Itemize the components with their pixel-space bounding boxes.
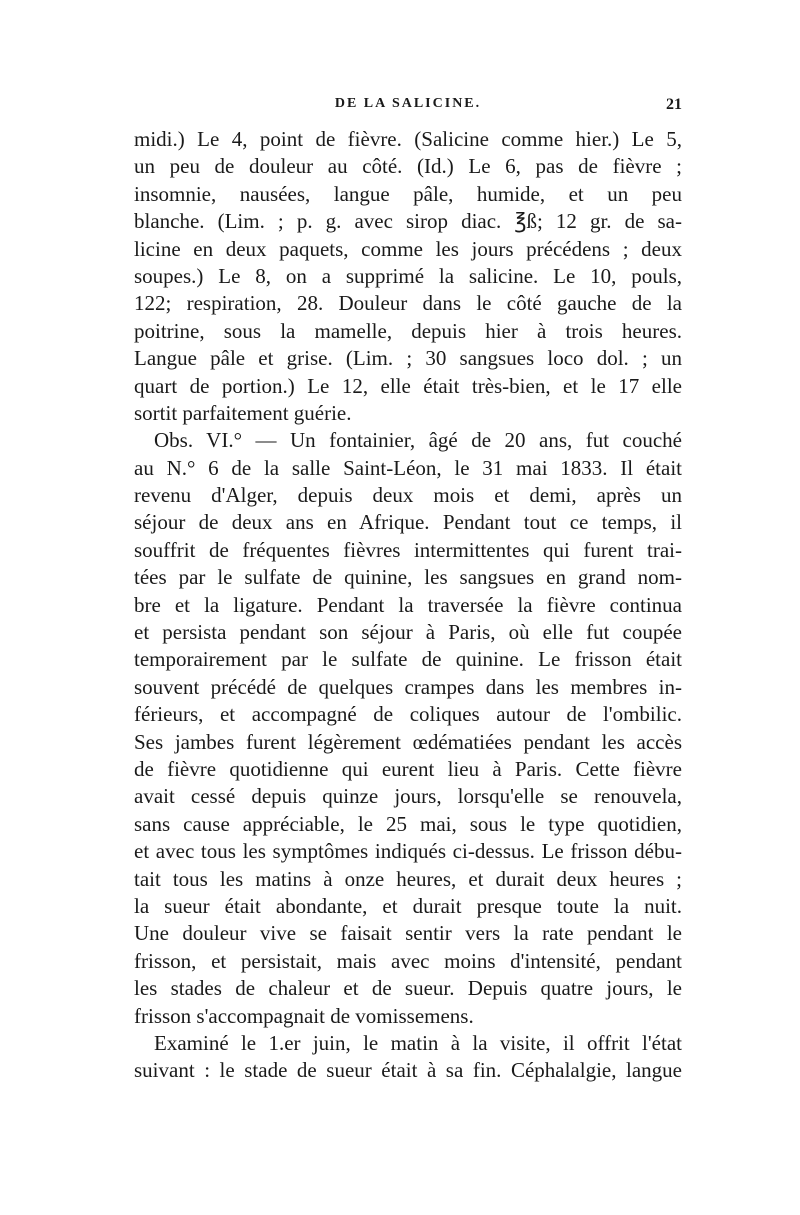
- text-line: et persista pendant son séjour à Paris, où elle fut coupée: [134, 620, 682, 645]
- text-line: tées par le sulfate de quinine, les sangsues en grand nom-: [134, 565, 682, 590]
- text-line: Examiné le 1.er juin, le matin à la visite, il offrit l'état: [154, 1030, 682, 1055]
- text-line: Langue pâle et grise. (Lim. ; 30 sangsues loco dol. ; un: [134, 346, 682, 371]
- text-line: au N.° 6 de la salle Saint-Léon, le 31 mai 1833. Il était: [134, 455, 682, 480]
- text-line: bre et la ligature. Pendant la traversée la fièvre continua: [134, 592, 682, 617]
- text-line: Une douleur vive se faisait sentir vers la rate pendant le: [134, 921, 682, 946]
- text-line: avait cessé depuis quinze jours, lorsqu'elle se renouvela,: [134, 784, 682, 809]
- text-line: souffrit de fréquentes fièvres intermittentes qui furent trai-: [134, 537, 682, 562]
- body-text: [134, 126, 682, 1085]
- text-line: souvent précédé de quelques crampes dans les membres in-: [134, 674, 682, 699]
- text-line: tait tous les matins à onze heures, et durait deux heures ;: [134, 866, 682, 891]
- text-line: 122; respiration, 28. Douleur dans le côté gauche de la: [134, 291, 682, 316]
- text-line: Ses jambes furent légèrement œdématiées pendant les accès: [134, 729, 682, 754]
- text-line: sans cause appréciable, le 25 mai, sous le type quotidien,: [134, 811, 682, 836]
- text-line: frisson s'accompagnait de vomissemens.: [134, 1003, 474, 1028]
- text-line: temporairement par le sulfate de quinine. Le frisson était: [134, 647, 682, 672]
- text-line: insomnie, nausées, langue pâle, humide, et un peu: [134, 181, 682, 206]
- text-line: revenu d'Alger, depuis deux mois et demi, après un: [134, 483, 682, 508]
- page-number: 21: [666, 96, 682, 113]
- text-line: midi.) Le 4, point de fièvre. (Salicine comme hier.) Le 5,: [134, 127, 682, 151]
- text-line: la sueur était abondante, et durait presque toute la nuit.: [134, 893, 682, 918]
- text-line: poitrine, sous la mamelle, depuis hier à trois heures.: [134, 318, 682, 343]
- text-line: de fièvre quotidienne qui eurent lieu à Paris. Cette fièvre: [134, 756, 682, 781]
- text-line: sortit parfaitement guérie.: [134, 400, 352, 425]
- text-line: un peu de douleur au côté. (Id.) Le 6, pas de fièvre ;: [134, 154, 682, 179]
- text-line: les stades de chaleur et de sueur. Depuis quatre jours, le: [134, 976, 682, 1001]
- text-line: blanche. (Lim. ; p. g. avec sirop diac. ℥ß; 12 gr. de sa-: [134, 209, 682, 234]
- text-line: Obs. VI.° — Un fontainier, âgé de 20 ans, fut couché: [154, 428, 682, 453]
- text-line: suivant : le stade de sueur était à sa fin. Céphalalgie, langue: [134, 1058, 682, 1083]
- text-line: frisson, et persistait, mais avec moins d'intensité, pendant: [134, 948, 682, 973]
- text-line: soupes.) Le 8, on a supprimé la salicine. Le 10, pouls,: [134, 263, 682, 288]
- text-line: licine en deux paquets, comme les jours précédens ; deux: [134, 236, 682, 261]
- running-head: [134, 96, 682, 118]
- text-line: quart de portion.) Le 12, elle était très-bien, et le 17 elle: [134, 373, 682, 398]
- text-line: férieurs, et accompagné de coliques autour de l'ombilic.: [134, 702, 682, 727]
- running-head-title: DE LA SALICINE.: [334, 96, 482, 111]
- text-line: et avec tous les symptômes indiqués ci-dessus. Le frisson débu-: [134, 839, 682, 864]
- text-line: séjour de deux ans en Afrique. Pendant tout ce temps, il: [134, 510, 682, 535]
